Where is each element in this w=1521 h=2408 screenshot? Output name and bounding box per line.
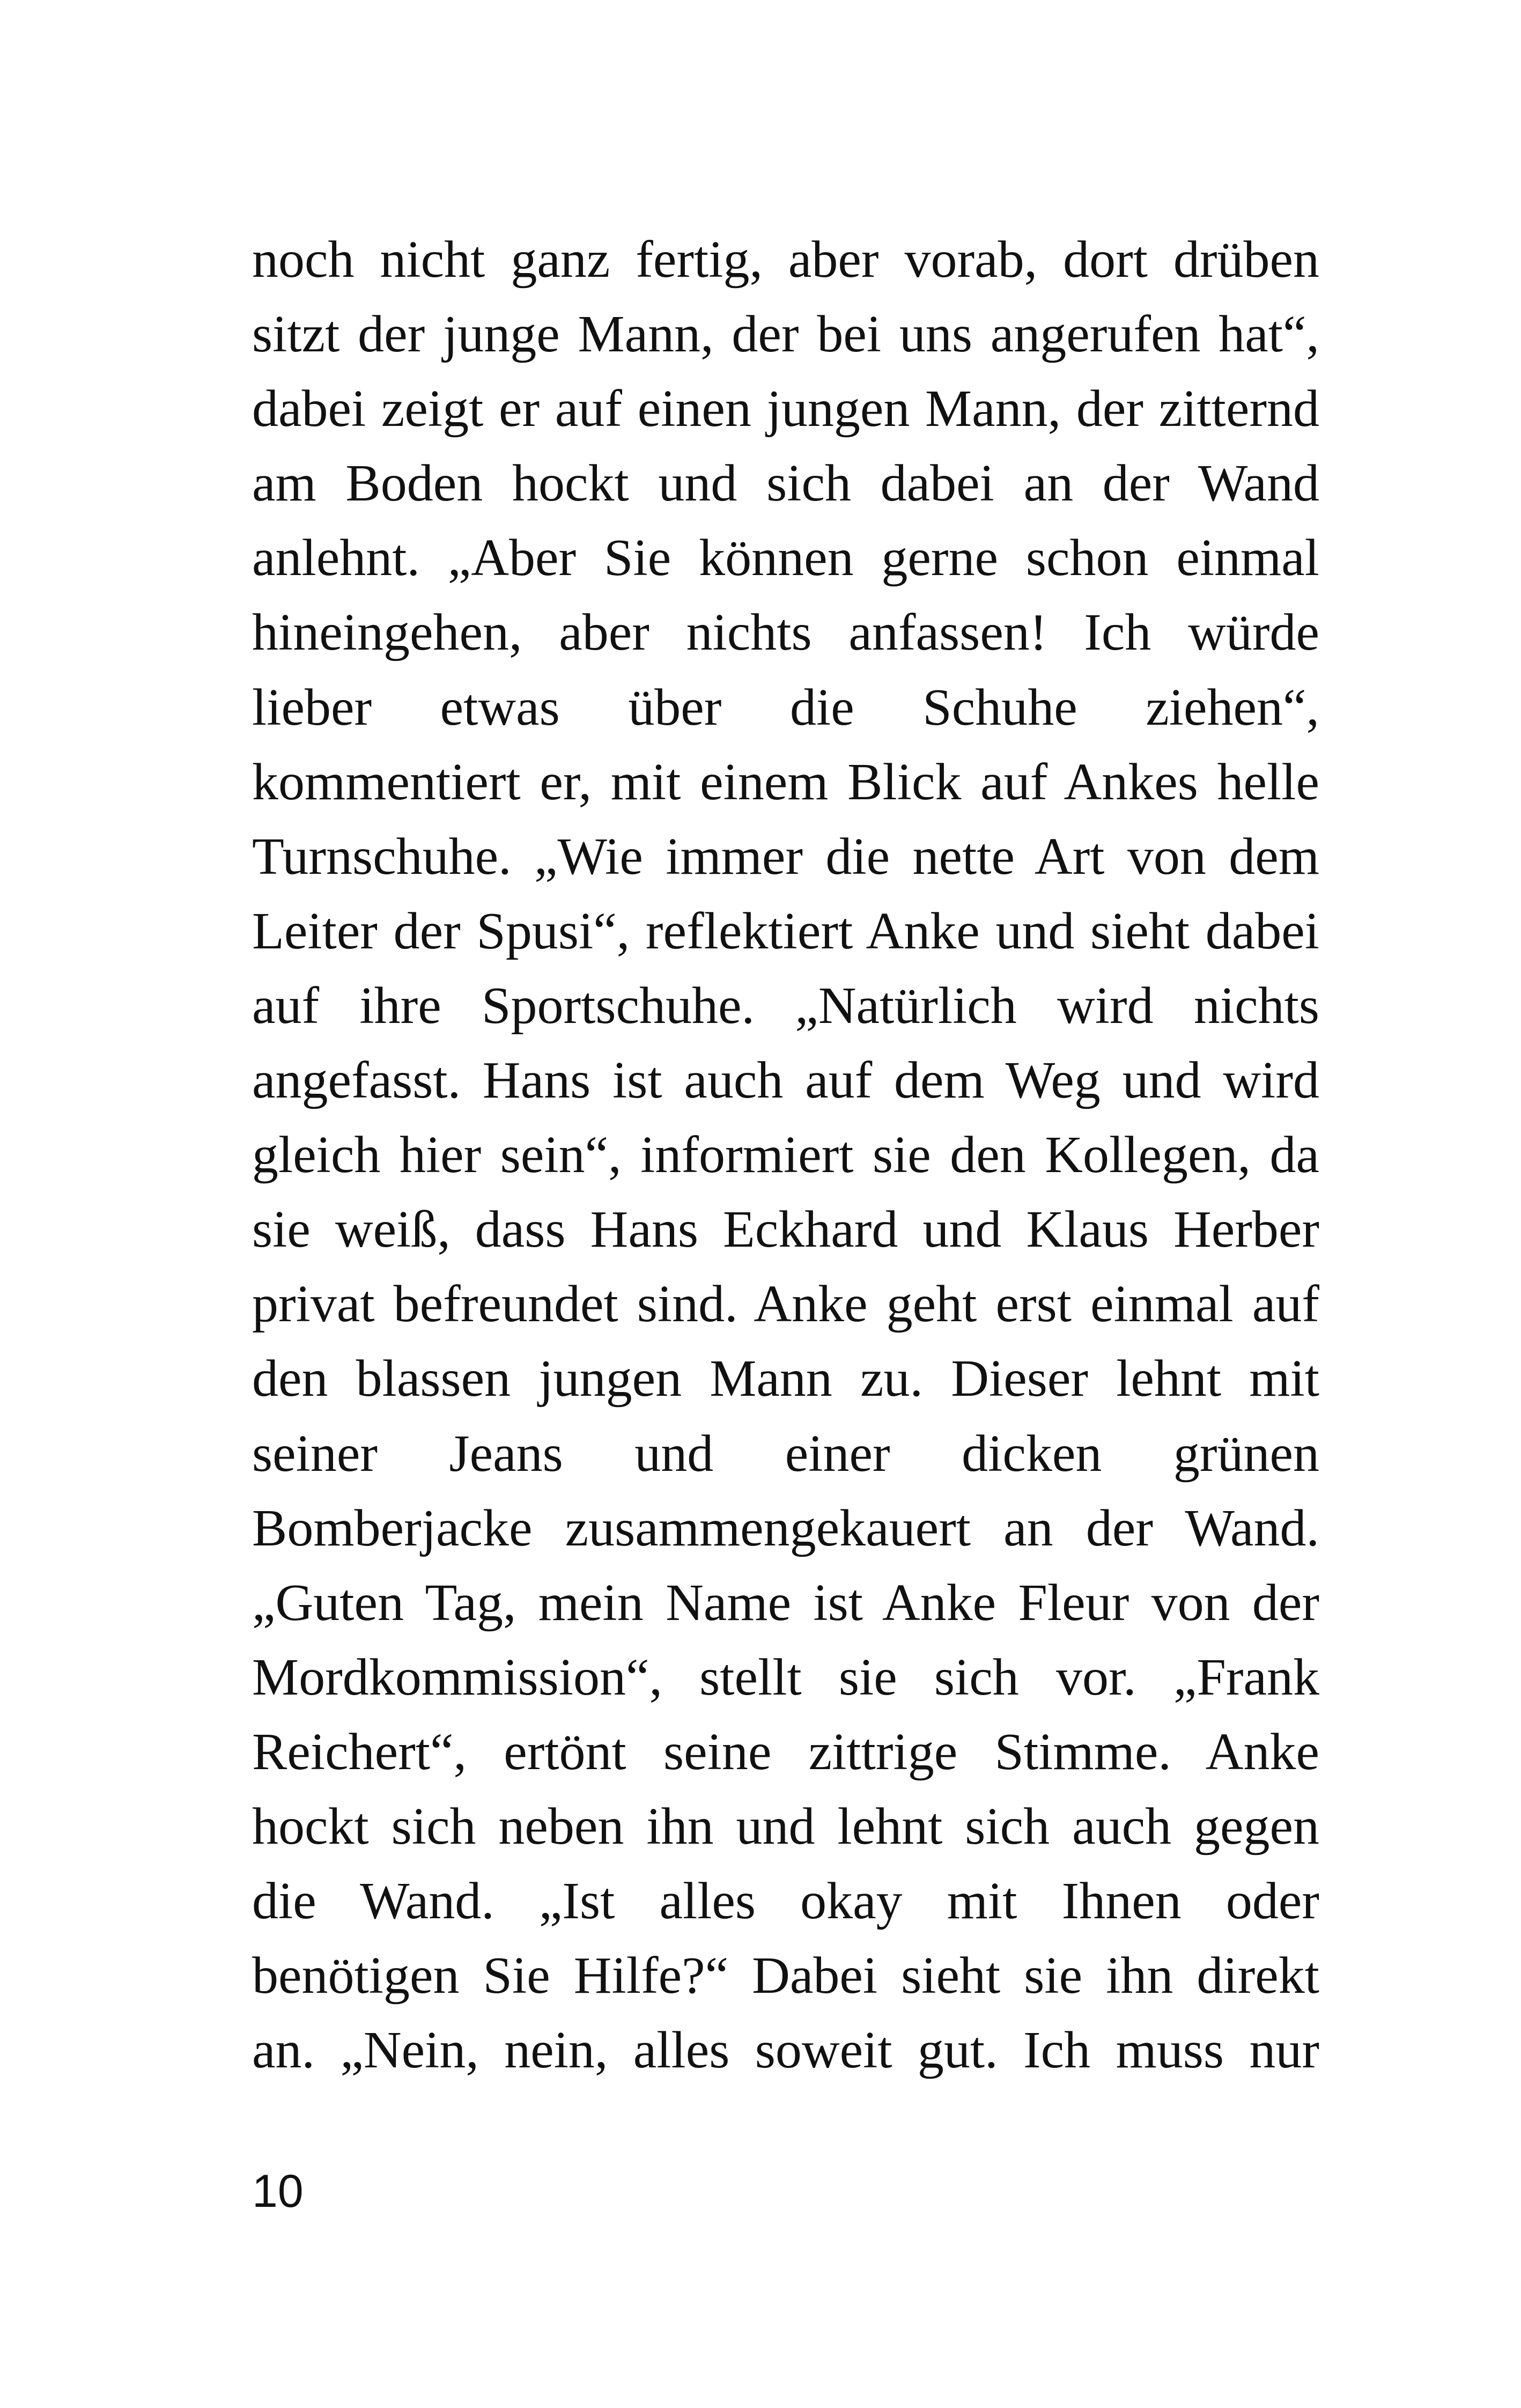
text-line: Turnschuhe. „Wie immer die nette Art von dem [252,827,1319,886]
text-line: privat befreundet sind. Anke geht erst einmal auf [252,1275,1319,1334]
text-line: sie weiß, dass Hans Eckhard und Klaus Herber [252,1201,1319,1259]
text-line: „Guten Tag, mein Name ist Anke Fleur von der [252,1573,1319,1632]
text-line: noch nicht ganz fertig, aber vorab, dort drüben [252,231,1319,289]
text-line: am Boden hockt und sich dabei an der Wand [252,454,1319,513]
text-line: den blassen jungen Mann zu. Dieser lehnt mit [252,1350,1319,1408]
text-line: kommentiert er, mit einem Blick auf Ankes helle [252,753,1319,811]
text-line: benötigen Sie Hilfe?“ Dabei sieht sie ihn direkt [252,1947,1319,2005]
text-line: seiner Jeans und einer dicken grünen [252,1424,1319,1483]
text-line: an. „Nein, nein, alles soweit gut. Ich muss nur [252,2021,1319,2080]
text-line: angefasst. Hans ist auch auf dem Weg und wird [252,1051,1319,1110]
text-line: sitzt der junge Mann, der bei uns angerufen hat“, [252,305,1319,364]
text-line: anlehnt. „Aber Sie können gerne schon einmal [252,529,1319,587]
text-line: gleich hier sein“, informiert sie den Kollegen, da [252,1126,1319,1184]
text-line: lieber etwas über die Schuhe ziehen“, [252,678,1319,737]
text-line: hineingehen, aber nichts anfassen! Ich würde [252,603,1319,662]
text-line: auf ihre Sportschuhe. „Natürlich wird nichts [252,976,1319,1035]
text-line: Bomberjacke zusammengekauert an der Wand. [252,1499,1319,1557]
text-line: die Wand. „Ist alles okay mit Ihnen oder [252,1872,1319,1931]
text-line: Leiter der Spusi“, reflektiert Anke und sieht dabei [252,902,1319,960]
text-line: dabei zeigt er auf einen jungen Mann, der zitternd [252,380,1319,438]
body-text [252,223,1319,2088]
text-line: Mordkommission“, stellt sie sich vor. „Frank [252,1648,1319,1706]
text-line: Reichert“, ertönt seine zittrige Stimme. Anke [252,1722,1319,1781]
page-number: 10 [252,2166,304,2217]
text-line: hockt sich neben ihn und lehnt sich auch gegen [252,1797,1319,1855]
